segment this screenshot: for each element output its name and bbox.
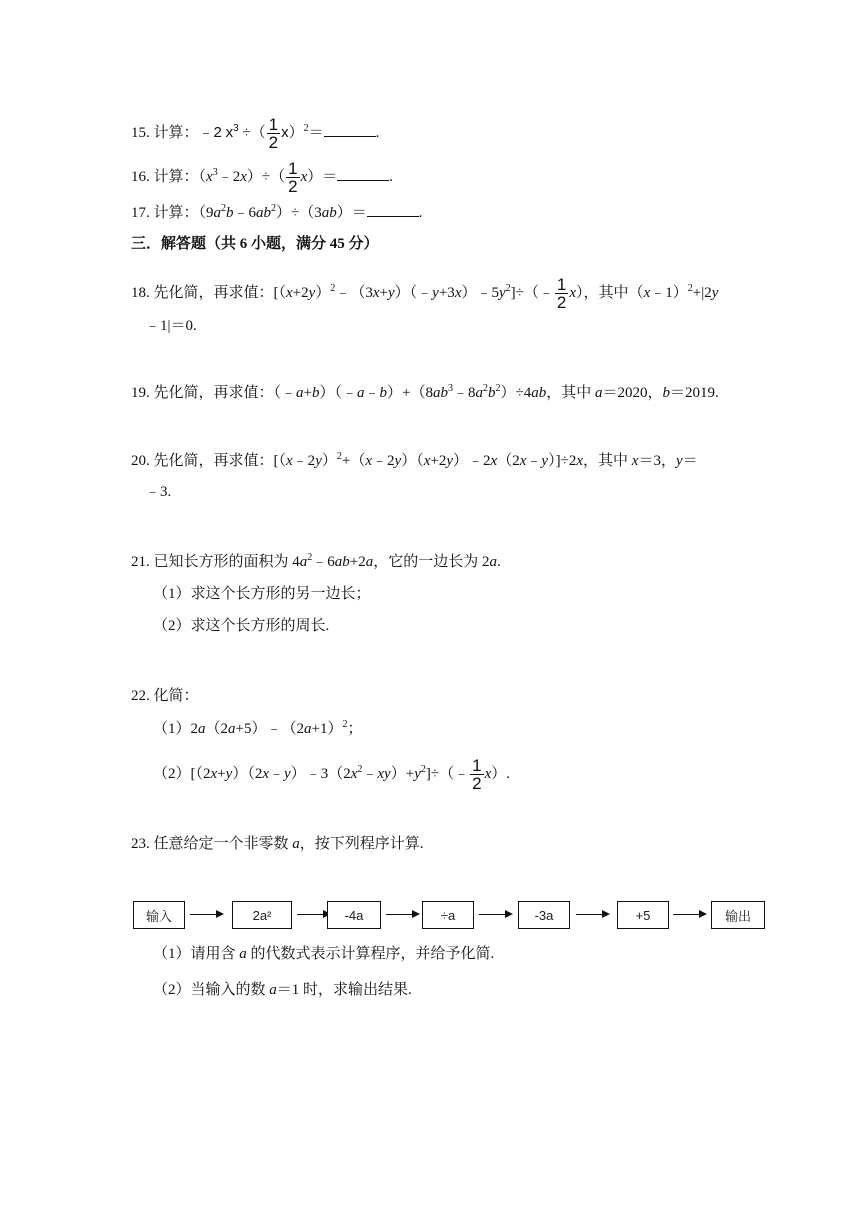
question-21: 21. 已知长方形的面积为 $4a^2﹣6ab+2a$，它的一边长为 2a. <box>131 552 501 570</box>
flow-box-step3: ÷a <box>422 901 474 929</box>
question-20-line2: ﹣3. <box>145 484 172 500</box>
flow-arrow <box>297 914 331 916</box>
question-18: 18. 先化简，再求值：$[(x+2y)^2﹣(3x+y)(﹣y+3x)﹣5y^2]\div(﹣$ $\frac{1}{2}$ x），其中（x﹣1）$^2$+|2y <box>131 275 719 312</box>
flow-arrow <box>576 914 610 916</box>
question-16: 16. 计算：$(x^3﹣2x)\div$（ $\frac{1}{2}$ x）＝ . <box>131 159 394 196</box>
flow-arrow <box>190 914 224 916</box>
question-number: 22. <box>131 688 150 704</box>
flow-arrow <box>673 914 707 916</box>
flow-box-input: 输入 <box>133 901 185 929</box>
question-21-part1: （1）求这个长方形的另一边长； <box>153 586 371 602</box>
question-22-part1: $(1)2a(2a+5)﹣(2a+1)^2$； <box>153 719 363 737</box>
flow-box-step1: 2a² <box>232 901 292 929</box>
question-20: 20. 先化简，再求值：[（x﹣2y）$^2$+（x﹣2y）（x+2y）﹣2x（2x﹣y）]÷2x，其中 x＝3，y＝ <box>131 451 698 469</box>
flow-arrow <box>479 914 513 916</box>
flow-arrow <box>386 914 420 916</box>
question-23-part2: （2）当输入的数 a＝1 时，求输出结果. <box>153 982 412 998</box>
flow-box-step2: -4a <box>327 901 381 929</box>
question-number: 20. <box>131 453 150 469</box>
section-heading: 三．解答题（共 6 小题，满分 45 分） <box>131 236 379 252</box>
question-number: 17. <box>131 205 150 221</box>
question-number: 18. <box>131 284 150 301</box>
flow-box-output: 输出 <box>711 901 765 929</box>
fraction: $\frac{1}{2}$ <box>268 115 279 152</box>
fraction: $\frac{1}{2}$ <box>556 275 567 312</box>
answer-blank <box>337 166 389 181</box>
question-17: 17. 计算：$(9a^2b﹣6ab^2)\div(3ab)=$ . <box>131 203 423 221</box>
question-number: 19. <box>131 385 150 401</box>
question-22-part2: $(2)[(2x+y)(2x﹣y)﹣3(2x^2﹣xy)+y^2]\div(﹣$ $\frac{1}{2}$ x）. <box>153 756 510 793</box>
question-number: 15. <box>131 124 150 141</box>
fraction: $\frac{1}{2}$ <box>472 756 482 793</box>
question-23-part1: （1）请用含 a 的代数式表示计算程序，并给予化简. <box>153 946 495 962</box>
question-22: 22. 化简： <box>131 688 199 704</box>
question-number: 21. <box>131 554 150 570</box>
question-19: 19. 先化简，再求值：$(﹣a+b)(﹣a﹣b)+(8ab^3﹣8a^2b^2)\div 4ab$，其中 a＝2020，b＝2019. <box>131 383 719 401</box>
flow-box-step4: -3a <box>518 901 570 929</box>
question-number: 23. <box>131 836 150 852</box>
flow-box-step5: +5 <box>617 901 669 929</box>
question-23: 23. 任意给定一个非零数 a，按下列程序计算. <box>131 836 424 852</box>
fraction: $\frac{1}{2}$ <box>288 159 298 196</box>
question-21-part2: （2）求这个长方形的周长. <box>153 618 330 634</box>
answer-blank <box>324 122 376 137</box>
question-15: 15. 计算：﹣2 $x^3$ ÷（ $\frac{1}{2}$ x）$^2$＝ . <box>131 115 380 152</box>
question-number: 16. <box>131 168 150 185</box>
answer-blank <box>367 202 419 217</box>
question-18-line2: ﹣1|＝0. <box>145 318 197 334</box>
